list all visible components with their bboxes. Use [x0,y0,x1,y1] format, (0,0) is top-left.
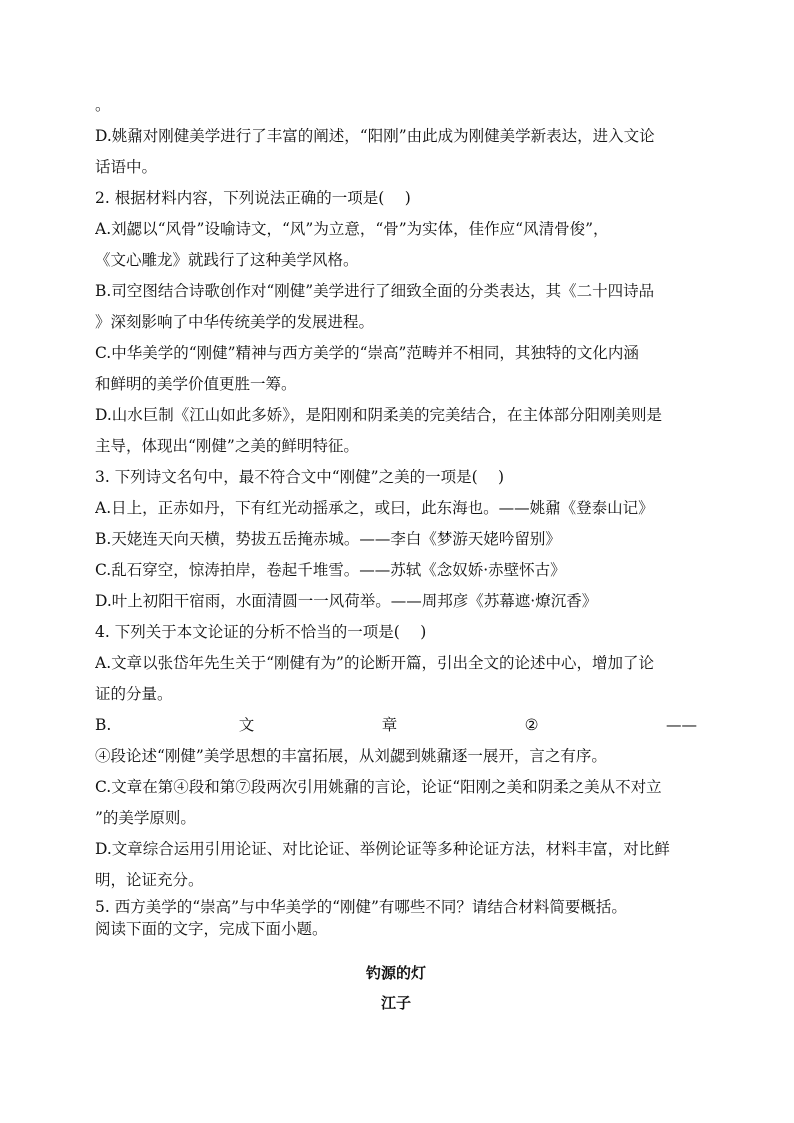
text-line: D.叶上初阳干宿雨，水面清圆一一风荷举。——周邦彦《苏幕遮·燎沉香》 [95,592,598,610]
text-block-2 [95,741,697,940]
text-line: 《文心雕龙》就践行了这种美学风格。 [95,251,359,269]
text-line: A.日上，正赤如丹，下有红光动摇承之，或曰，此东海也。——姚鼐《登泰山记》 [95,499,654,517]
text-line: C.乱石穿空，惊涛拍岸，卷起千堆雪。——苏轼《念奴娇·赤壁怀古》 [95,561,566,579]
text-line: 明，论证充分。 [95,871,204,889]
text-line: ④段论述“刚健”美学思想的丰富拓展，从刘勰到姚鼐逐一展开，言之有序。 [95,747,607,765]
spread-token: 文 [238,716,255,734]
text-line: 》深刻影响了中华传统美学的发展进程。 [95,313,375,331]
article-author: 江子 [380,994,411,1012]
text-line: D.姚鼐对刚健美学进行了丰富的阐述，“阳刚”由此成为刚健美学新表达，进入文论 [95,127,655,145]
article-title: 钓源的灯 [365,964,426,982]
question-2-stem: 2. 根据材料内容，下列说法正确的一项是( ) [95,189,411,207]
question-5-stem: 5. 西方美学的“崇高”与中华美学的“刚健”有哪些不同？请结合材料简要概括。 [95,898,627,916]
text-line: A.刘勰以“风骨”设喻诗文，“风”为立意，“骨”为实体，佳作应“风清骨俊”， [95,220,609,238]
question-4-stem: 4. 下列关于本文论证的分析不恰当的一项是( ) [95,623,427,641]
spread-token: B. [95,716,112,734]
text-line: B.司空图结合诗歌创作对“刚健”美学进行了细致全面的分类表达，其《二十四诗品 [95,282,655,300]
text-line: B.天姥连天向天横，势拔五岳掩赤城。——李白《梦游天姥吟留别》 [95,530,561,548]
text-line: 主导，体现出“刚健”之美的鲜明特征。 [95,437,359,455]
text-line: C.文章在第④段和第⑦段两次引用姚鼐的言论，论证“阳刚之美和阴柔之美从不对立 [95,778,662,796]
question-3-stem: 3. 下列诗文名句中，最不符合文中“刚健”之美的一项是( ) [95,468,505,486]
spread-token: 章 [381,716,398,734]
text-line: D.文章综合运用引用论证、对比论证、举例论证等多种论证方法，材料丰富，对比鲜 [95,840,670,858]
text-line: 。 [95,96,111,114]
spread-token: ② [524,716,539,734]
spread-text-line [95,710,697,741]
document-page [95,90,697,1018]
text-line: A.文章以张岱年先生关于“刚健有为”的论断开篇，引出全文的论述中心，增加了论 [95,654,654,672]
text-block-1 [95,90,697,710]
text-line: C.中华美学的“刚健”精神与西方美学的“崇高”范畴并不相同，其独特的文化内涵 [95,344,639,362]
reading-instruction: 阅读下面的文字，完成下面小题。 [95,920,328,938]
text-line: ”的美学原则。 [95,809,196,827]
text-line: 证的分量。 [95,685,173,703]
text-line: 话语中。 [95,158,158,176]
text-line: D.山水巨制《江山如此多娇》，是阳刚和阴柔美的完美结合，在主体部分阳刚美则是 [95,406,663,424]
spread-token: —— [665,716,697,734]
text-line: 和鲜明的美学价值更胜一筹。 [95,375,297,393]
